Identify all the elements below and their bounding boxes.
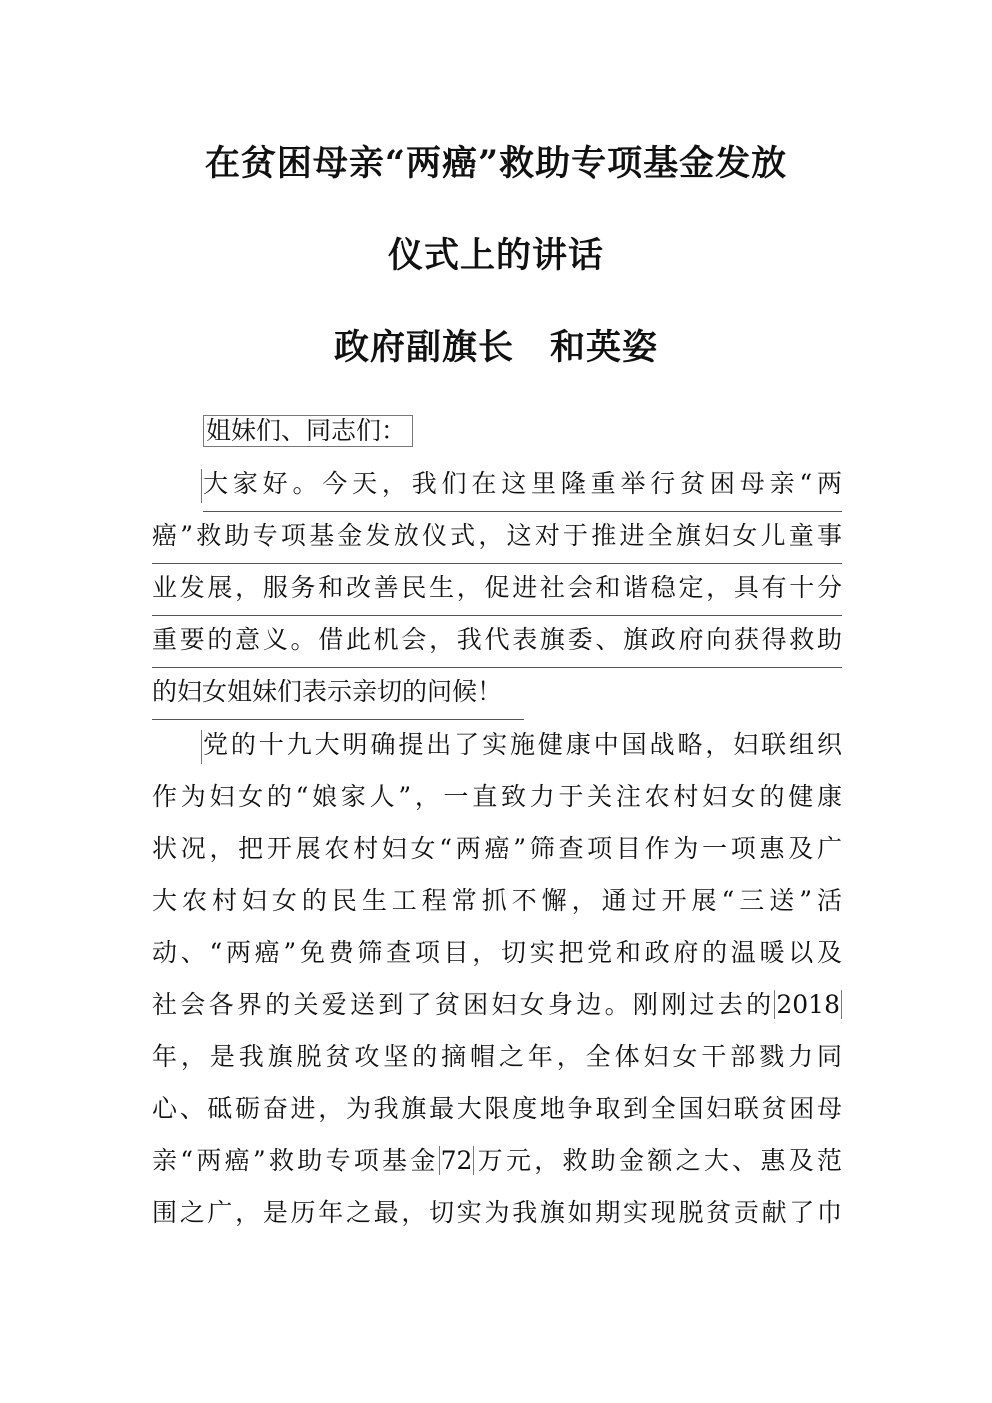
para2-line-9-text: 亲“两癌”救助专项基金 xyxy=(152,1146,439,1175)
title-line-2: 仪式上的讲话 xyxy=(387,235,604,276)
para2-line-3: 状况，把开展农村妇女“两癌”筛查项目作为一项惠及广 xyxy=(152,834,842,863)
para1-line-1: 大家好。今天，我们在这里隆重举行贫困母亲“两 xyxy=(203,459,842,512)
para2-line-9-tail: 万元，救助金额之大、惠及范 xyxy=(474,1146,842,1175)
year-value: 2018 xyxy=(776,990,840,1019)
para2-line-5: 动、“两癌”免费筛查项目，切实把党和政府的温暖以及 xyxy=(152,938,842,967)
para1-line-4: 重要的意义。借此机会，我代表旗委、旗政府向获得救助 xyxy=(152,615,842,668)
salutation: 姐妹们、同志们： xyxy=(203,415,413,447)
para1-line-5: 的妇女姐妹们表示亲切的问候！ xyxy=(152,667,524,720)
speaker-line: 政府副旗长 和英姿 xyxy=(333,327,658,368)
para1-line-3: 业发展，服务和改善民生，促进社会和谐稳定，具有十分 xyxy=(152,563,842,616)
para2-line-10: 围之广，是历年之最，切实为我旗如期实现脱贫贡献了巾 xyxy=(152,1198,842,1227)
para2-line-6-text: 社会各界的关爱送到了贫困妇女身边。刚刚过去的 xyxy=(152,990,775,1019)
para1-line-2: 癌”救助专项基金发放仪式，这对于推进全旗妇女儿童事 xyxy=(152,511,842,564)
title-line-1: 在贫困母亲“两癌”救助专项基金发放 xyxy=(204,143,788,184)
para2-line-2: 作为妇女的“娘家人”，一直致力于关注农村妇女的健康 xyxy=(152,782,842,811)
para2-line-1: 党的十九大明确提出了实施健康中国战略，妇联组织 xyxy=(203,720,842,772)
para2-line-7: 年，是我旗脱贫攻坚的摘帽之年，全体妇女干部戮力同 xyxy=(152,1042,842,1071)
para2-line-9 xyxy=(152,1136,842,1188)
para2-line-8: 心、砥砺奋进，为我旗最大限度地争取到全国妇联贫困母 xyxy=(152,1094,842,1123)
amount-value: 72 xyxy=(440,1146,473,1175)
para2-line-4: 大农村妇女的民生工程常抓不懈，通过开展“三送”活 xyxy=(152,886,842,915)
para2-line-6 xyxy=(152,980,842,1032)
